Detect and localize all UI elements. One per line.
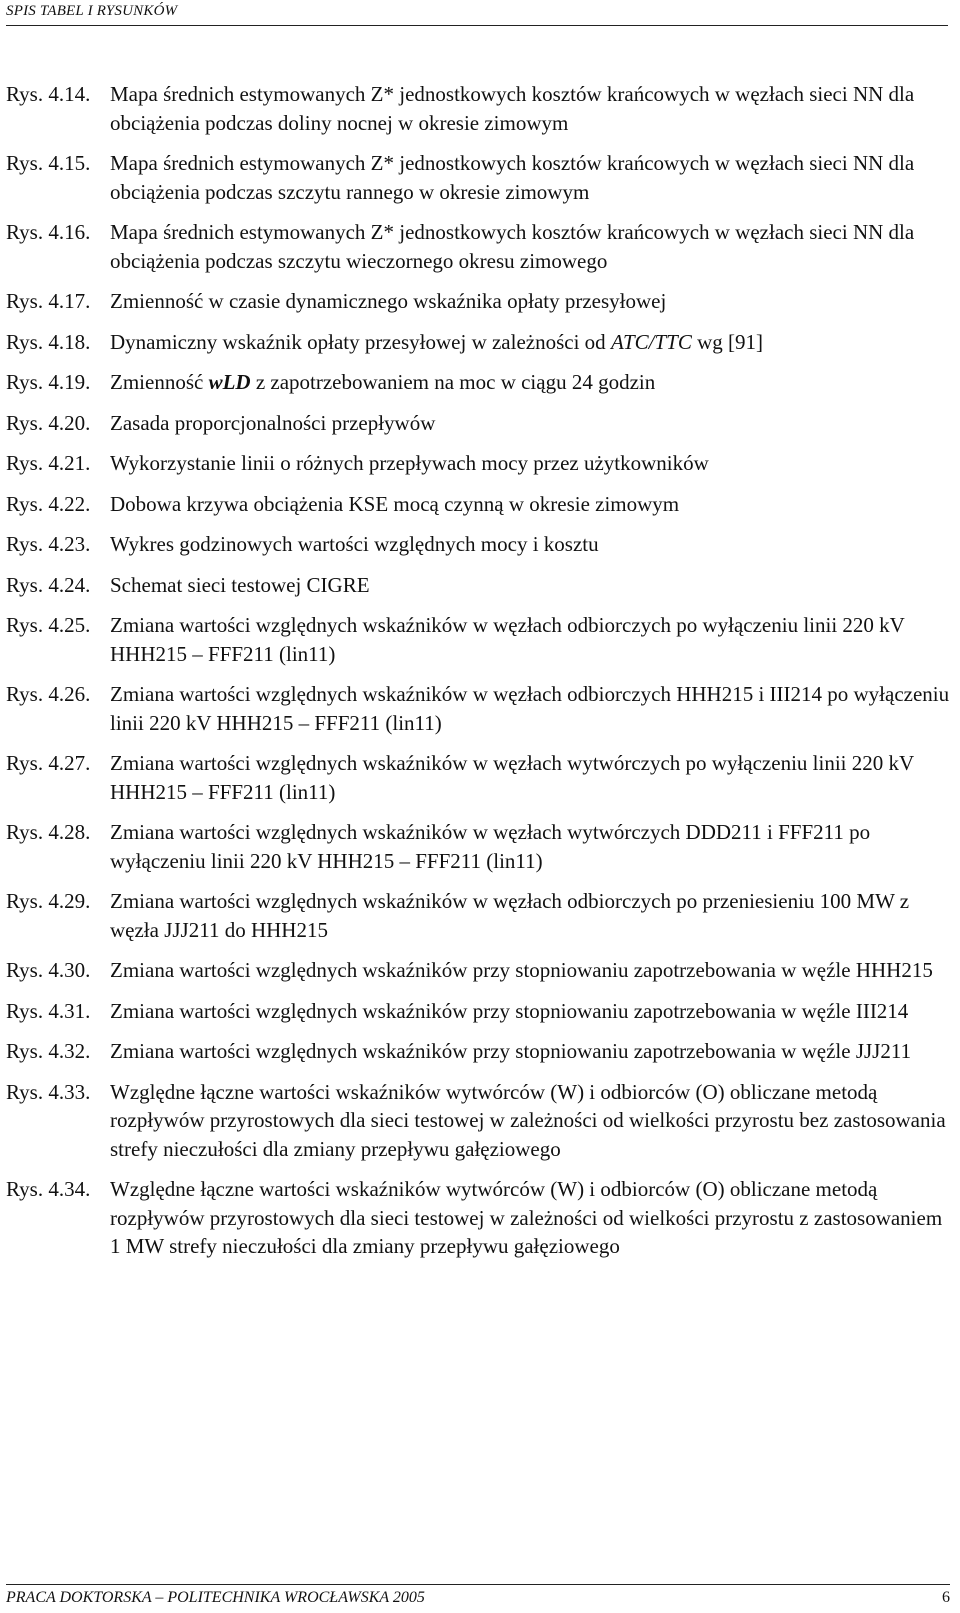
figure-caption bbox=[110, 490, 950, 519]
caption-segment: Względne łączne wartości wskaźników wytwórców (W) i odbiorców (O) obliczane metodą rozpływów przyrostowych dla sieci testowej w zależności od wielkości przyrostu z zastosowaniem 1 MW strefy nieczułości dla zmiany przepływu gałęziowego bbox=[110, 1177, 943, 1258]
figure-number: Rys. 4.25. bbox=[6, 613, 91, 637]
caption-segment: Zmiana wartości względnych wskaźników przy stopniowaniu zapotrzebowania w węźle HHH215 bbox=[110, 958, 933, 982]
figure-list-entry bbox=[6, 218, 950, 275]
figure-list-entry bbox=[6, 680, 950, 737]
figure-list-entry bbox=[6, 409, 950, 438]
figure-caption bbox=[110, 1037, 950, 1066]
running-header: SPIS TABEL I RYSUNKÓW bbox=[6, 3, 178, 19]
figure-number: Rys. 4.32. bbox=[6, 1039, 91, 1063]
figure-number: Rys. 4.15. bbox=[6, 151, 91, 175]
figure-list-entry bbox=[6, 611, 950, 668]
figure-list-entry bbox=[6, 1175, 950, 1261]
figure-number: Rys. 4.20. bbox=[6, 410, 91, 435]
figure-number: Rys. 4.16. bbox=[6, 220, 91, 244]
figure-list-entry bbox=[6, 530, 950, 559]
caption-segment: Mapa średnich estymowanych Z* jednostkowych kosztów krańcowych w węzłach sieci NN dla obciążenia podczas szczytu rannego w okresie zimowym bbox=[110, 151, 915, 204]
figure-list-entry bbox=[6, 997, 950, 1026]
caption-segment: Zmiana wartości względnych wskaźników w węzłach odbiorczych HHH215 i III214 po wyłączeniu linii 220 kV HHH215 – FFF211 (lin11) bbox=[110, 682, 950, 735]
figure-list-entry bbox=[6, 149, 950, 206]
figure-caption bbox=[110, 680, 950, 737]
caption-segment: Mapa średnich estymowanych Z* jednostkowych kosztów krańcowych w węzłach sieci NN dla obciążenia podczas szczytu wieczornego okresu zimowego bbox=[110, 220, 915, 273]
figure-list-entry bbox=[6, 571, 950, 600]
figure-caption bbox=[110, 997, 950, 1026]
figure-caption bbox=[110, 218, 950, 275]
figure-caption bbox=[110, 409, 950, 438]
figure-number: Rys. 4.27. bbox=[6, 751, 91, 775]
caption-segment: Zasada proporcjonalności przepływów bbox=[110, 410, 436, 435]
figure-list-entry bbox=[6, 818, 950, 875]
figure-caption bbox=[110, 818, 950, 875]
figure-caption bbox=[110, 149, 950, 206]
figure-number: Rys. 4.18. bbox=[6, 329, 91, 354]
figure-list-entry bbox=[6, 1078, 950, 1164]
figure-list-entry bbox=[6, 449, 950, 478]
figure-list-entry bbox=[6, 887, 950, 944]
page-number: 6 bbox=[942, 1589, 950, 1606]
caption-segment: Dobowa krzywa obciążenia KSE mocą czynną w okresie zimowym bbox=[110, 491, 680, 516]
figure-number: Rys. 4.30. bbox=[6, 958, 91, 982]
caption-segment: Wykres godzinowych wartości względnych mocy i kosztu bbox=[110, 532, 599, 556]
caption-segment: Zmiana wartości względnych wskaźników w węzłach wytwórczych DDD211 i FFF211 po wyłączeniu linii 220 kV HHH215 – FFF211 (lin11) bbox=[110, 820, 871, 873]
figure-number: Rys. 4.26. bbox=[6, 682, 91, 706]
caption-segment: Zmienność w czasie dynamicznego wskaźnika opłaty przesyłowej bbox=[110, 289, 667, 313]
caption-segment: Zmienność bbox=[110, 370, 209, 394]
figure-list-entry bbox=[6, 80, 950, 137]
caption-segment: wg [91] bbox=[691, 329, 764, 354]
figure-caption bbox=[110, 749, 950, 806]
figure-list-entry bbox=[6, 328, 950, 357]
caption-segment: Dynamiczny wskaźnik opłaty przesyłowej w zależności od bbox=[110, 329, 611, 354]
figure-number: Rys. 4.23. bbox=[6, 532, 91, 556]
figure-caption bbox=[110, 530, 950, 559]
figure-number: Rys. 4.34. bbox=[6, 1177, 91, 1201]
figure-list-entry bbox=[6, 1037, 950, 1066]
caption-segment: Zmiana wartości względnych wskaźników przy stopniowaniu zapotrzebowania w węźle JJJ211 bbox=[110, 1039, 912, 1063]
caption-segment: Zmiana wartości względnych wskaźników w węzłach odbiorczych po przeniesieniu 100 MW z węzła JJJ211 do HHH215 bbox=[110, 889, 910, 942]
figure-list-entry bbox=[6, 287, 950, 316]
footer-text: PRACA DOKTORSKA – POLITECHNIKA WROCŁAWSKA 2005 bbox=[6, 1589, 425, 1606]
footer-rule bbox=[6, 1584, 950, 1585]
figure-caption bbox=[110, 368, 950, 397]
figure-number: Rys. 4.29. bbox=[6, 889, 91, 913]
figure-number: Rys. 4.33. bbox=[6, 1079, 91, 1104]
header-rule bbox=[6, 25, 948, 26]
figure-number: Rys. 4.28. bbox=[6, 820, 91, 844]
caption-segment: Względne łączne wartości wskaźników wytwórców (W) i odbiorców (O) obliczane metodą rozpływów przyrostowych dla sieci testowej w zależności od wielkości przyrostu bez zastosowania strefy nieczułości dla zmiany przepływu gałęziowego bbox=[110, 1079, 946, 1161]
caption-segment: Wykorzystanie linii o różnych przepływach mocy przez użytkowników bbox=[110, 451, 709, 475]
figure-caption bbox=[110, 328, 950, 357]
figure-number: Rys. 4.21. bbox=[6, 451, 91, 475]
figure-number: Rys. 4.24. bbox=[6, 572, 91, 597]
figure-list-entry bbox=[6, 749, 950, 806]
figure-caption bbox=[110, 611, 950, 668]
figure-caption bbox=[110, 449, 950, 478]
figure-number: Rys. 4.14. bbox=[6, 82, 91, 106]
caption-segment: ATC/TTC bbox=[610, 329, 692, 354]
figure-list-entry bbox=[6, 368, 950, 397]
figure-number: Rys. 4.22. bbox=[6, 491, 91, 516]
figure-number: Rys. 4.31. bbox=[6, 998, 91, 1023]
figure-caption bbox=[110, 571, 950, 600]
figure-list-entry bbox=[6, 490, 950, 519]
figure-number: Rys. 4.19. bbox=[6, 370, 91, 394]
figure-caption bbox=[110, 1078, 950, 1164]
figure-caption bbox=[110, 887, 950, 944]
caption-segment: Zmiana wartości względnych wskaźników w węzłach wytwórczych po wyłączeniu linii 220 kV HHH215 – FFF211 (lin11) bbox=[110, 751, 914, 804]
caption-segment: Zmiana wartości względnych wskaźników przy stopniowaniu zapotrzebowania w węźle III214 bbox=[110, 998, 909, 1023]
figure-number: Rys. 4.17. bbox=[6, 289, 91, 313]
caption-segment: Zmiana wartości względnych wskaźników w węzłach odbiorczych po wyłączeniu linii 220 kV HHH215 – FFF211 (lin11) bbox=[110, 613, 905, 666]
caption-segment: Schemat sieci testowej CIGRE bbox=[110, 572, 370, 597]
figure-list-entry bbox=[6, 956, 950, 985]
figure-list bbox=[6, 80, 950, 1273]
caption-segment: Mapa średnich estymowanych Z* jednostkowych kosztów krańcowych w węzłach sieci NN dla obciążenia podczas doliny nocnej w okresie zimowym bbox=[110, 82, 915, 135]
figure-caption bbox=[110, 287, 950, 316]
caption-segment: z zapotrzebowaniem na moc w ciągu 24 godzin bbox=[250, 370, 656, 394]
caption-segment: wLD bbox=[208, 370, 251, 394]
figure-caption bbox=[110, 956, 950, 985]
figure-caption bbox=[110, 1175, 950, 1261]
running-footer bbox=[6, 1589, 950, 1607]
figure-caption bbox=[110, 80, 950, 137]
